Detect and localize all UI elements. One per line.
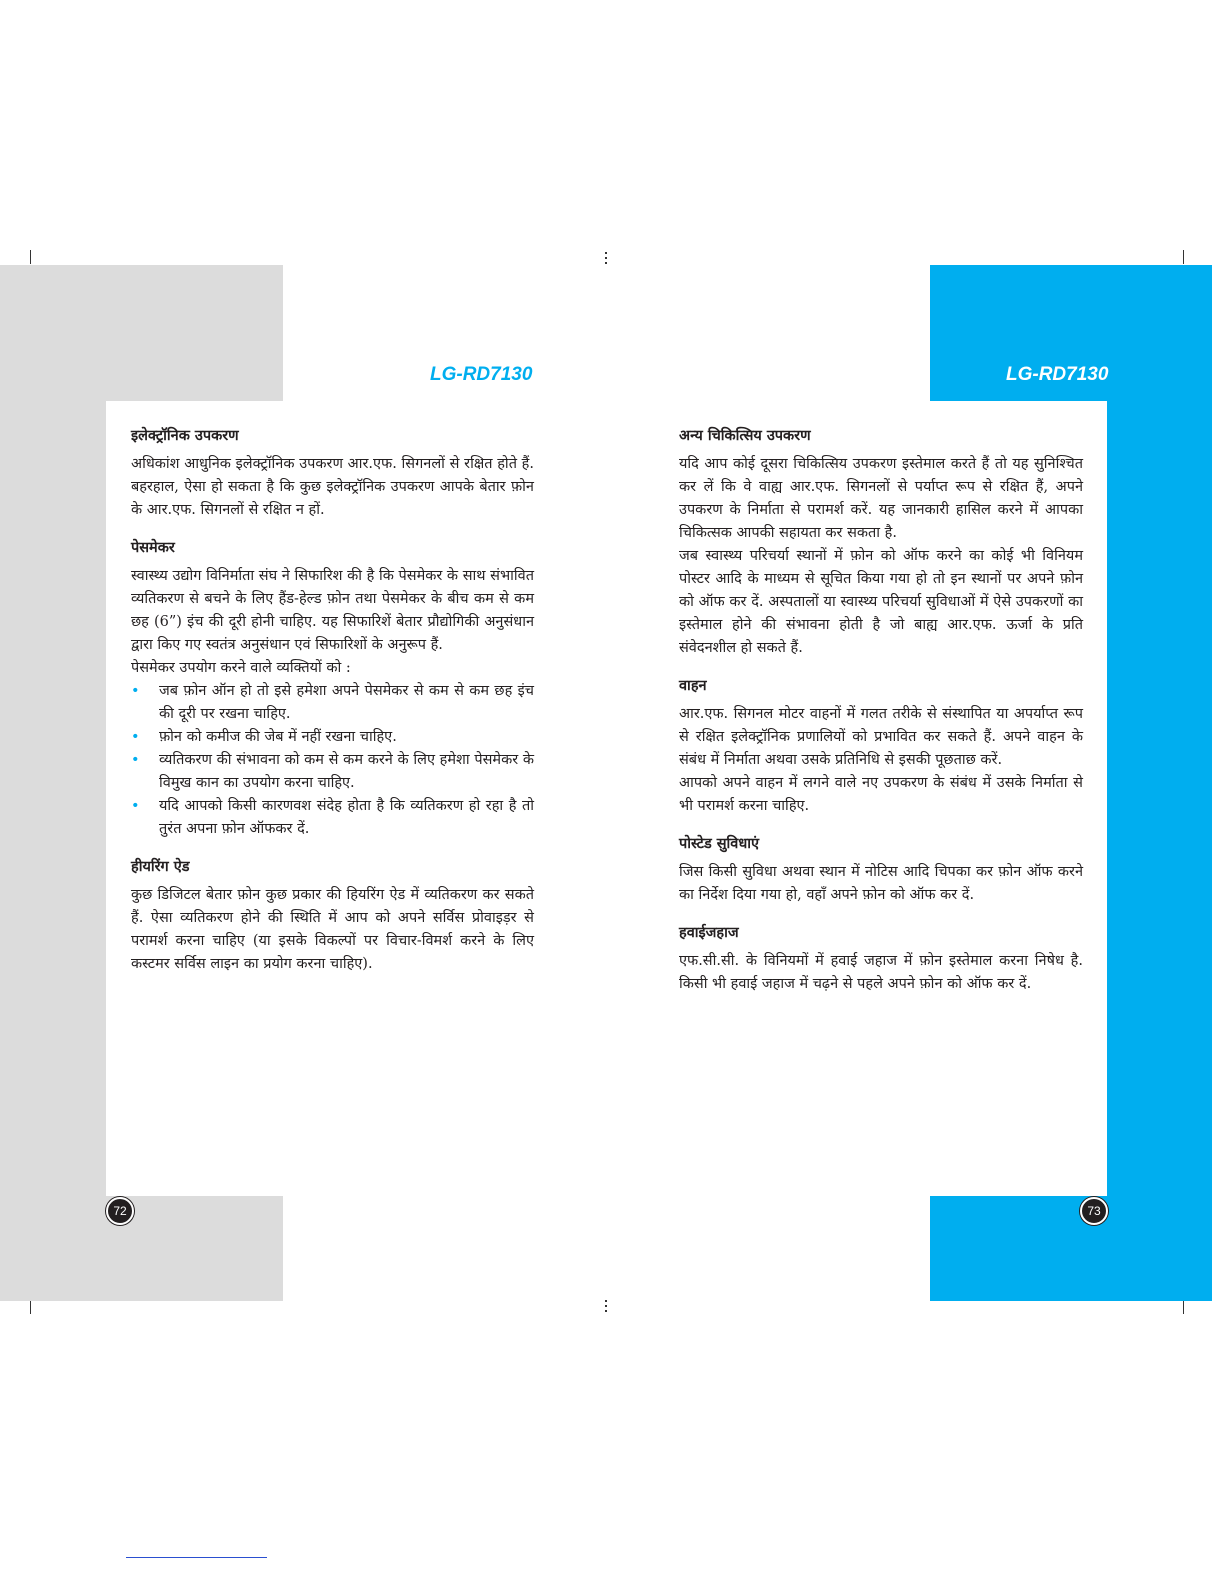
- bullet-icon: •: [131, 752, 140, 768]
- paragraph: अधिकांश आधुनिक इलेक्ट्रॉनिक उपकरण आर.एफ. सिगनलों से रक्षित होते हैं. बहरहाल, ऐसा हो सकता है कि कुछ इलेक्ट्रॉनिक उपकरण आपके बेतार फ़ोन के आर.एफ. सिगनलों से रक्षित न हों.: [131, 456, 534, 518]
- bullet-icon: •: [131, 729, 140, 745]
- section-heading: वाहन: [679, 677, 707, 694]
- list-item-text: जब फ़ोन ऑन हो तो इसे हमेशा अपने पेसमेकर से कम से कम छह इंच की दूरी पर रखना चाहिए.: [159, 683, 534, 722]
- section-aircraft: [679, 921, 1083, 996]
- paragraph: कुछ डिजिटल बेतार फ़ोन कुछ प्रकार की हियरिंग ऐड में व्यतिकरण कर सकते हैं. ऐसा व्यतिकरण होने की स्थिति में आप को अपने सर्विस प्रोवाइड़र से परामर्श करना चाहिए (या इसके विकल्पों पर विचार-विमर्श करने के लिए कस्टमर सर्विस लाइन का प्रयोग करना चाहिए).: [131, 887, 534, 972]
- crop-mark: [605, 252, 607, 266]
- list-item: [131, 749, 534, 795]
- crop-mark: [1183, 250, 1184, 264]
- right-page-model-label: LG-RD7130: [1006, 364, 1109, 385]
- right-page-content: [679, 424, 1083, 1010]
- paragraph: आर.एफ. सिगनल मोटर वाहनों में गलत तरीके से संस्थापित या अपर्याप्त रूप से रक्षित इलेक्ट्रॉनिक प्रणालियों को प्रभावित कर सकते हैं. अपने वाहन के संबंध में निर्माता अथवा उसके प्रतिनिधि से इसकी पूछताछ करें.: [679, 706, 1083, 768]
- right-page-side-bar: [1107, 265, 1212, 1301]
- list-item: [131, 795, 534, 841]
- crop-mark: [1183, 1300, 1184, 1314]
- bullet-icon: •: [131, 798, 140, 814]
- list-item-text: फ़ोन को कमीज की जेब में नहीं रखना चाहिए.: [159, 729, 397, 745]
- section-heading: पोस्टेड सुविधाएं: [679, 835, 760, 852]
- bullet-icon: •: [131, 683, 140, 699]
- section-pacemaker: [131, 536, 534, 841]
- section-heading: हीयरिंग ऐड: [131, 858, 190, 875]
- crop-mark: [30, 1300, 31, 1314]
- list-item-text: यदि आपको किसी कारणवश संदेह होता है कि व्यतिकरण हो रहा है तो तुरंत अपना फ़ोन ऑफकर दें.: [159, 798, 534, 837]
- paragraph: यदि आप कोई दूसरा चिकित्सिय उपकरण इस्तेमाल करते हैं तो यह सुनिश्चित कर लें कि वे वाह्य आर.एफ. सिगनलों से पर्याप्त रूप से रक्षित हैं, अपने उपकरण के निर्माता से परामर्श करें. यह जानकारी हासिल करने में आपका चिकित्सक आपकी सहायता कर सकता है.: [679, 456, 1083, 541]
- list-item: [131, 726, 534, 749]
- section-heading: अन्य चिकित्सिय उपकरण: [679, 427, 811, 444]
- paragraph: जब स्वास्थ्य परिचर्या स्थानों में फ़ोन को ऑफ करने का कोई भी विनियम पोस्टर आदि के माध्यम से सूचित किया गया हो तो इन स्थानों पर अपने फ़ोन को ऑफ कर दें. अस्पतालों या स्वास्थ्य परिचर्या सुविधाओं में ऐसे उपकरणों का इस्तेमाल होने की संभावना होती है जो बाह्य आर.एफ. ऊर्जा के प्रति संवेदनशील हो सकते हैं.: [679, 548, 1083, 656]
- left-page-number: 72: [106, 1197, 134, 1225]
- list-item-text: व्यतिकरण की संभावना को कम से कम करने के लिए हमेशा पेसमेकर के विमुख कान का उपयोग करना चाहिए.: [159, 752, 534, 791]
- left-page-model-label: LG-RD7130: [430, 364, 533, 385]
- paragraph: एफ.सी.सी. के विनियमों में हवाई जहाज में फ़ोन इस्तेमाल करना निषेध है. किसी भी हवाई जहाज में चढ़ने से पहले अपने फ़ोन को ऑफ कर दें.: [679, 953, 1083, 992]
- section-heading: पेसमेकर: [131, 539, 175, 556]
- section-heading: इलेक्ट्रॉनिक उपकरण: [131, 427, 239, 444]
- paragraph: स्वास्थ्य उद्योग विनिर्माता संघ ने सिफारिश की है कि पेसमेकर के साथ संभावित व्यतिकरण से बचने के लिए हैंड-हेल्ड फ़ोन तथा पेसमेकर के बीच कम से कम छह (6”) इंच की दूरी होनी चाहिए. यह सिफारिशें बेतार प्रौद्योगिकी अनुसंधान द्वारा किए गए स्वतंत्र अनुसंधान एवं सिफारिशों के अनुरूप हैं.: [131, 568, 534, 653]
- section-hearing-aid: [131, 855, 534, 976]
- section-electronic-devices: [131, 424, 534, 522]
- footer-rule: [126, 1557, 267, 1558]
- crop-mark: [30, 250, 31, 264]
- crop-mark: [605, 1300, 607, 1314]
- paragraph: जिस किसी सुविधा अथवा स्थान में नोटिस आदि चिपका कर फ़ोन ऑफ करने का निर्देश दिया गया हो, वहाँ अपने फ़ोन को ऑफ कर दें.: [679, 864, 1083, 903]
- section-vehicles: [679, 674, 1083, 818]
- section-posted-facilities: [679, 832, 1083, 907]
- paragraph: आपको अपने वाहन में लगने वाले नए उपकरण के संबंध में उसके निर्माता से भी परामर्श करना चाहिए.: [679, 775, 1083, 814]
- left-page-content: [131, 424, 534, 990]
- list-item: [131, 680, 534, 726]
- section-other-medical-devices: [679, 424, 1083, 660]
- right-page-number: 73: [1080, 1197, 1108, 1225]
- section-heading: हवाईजहाज: [679, 924, 739, 941]
- pacemaker-bullet-list: [131, 680, 534, 841]
- paragraph: पेसमेकर उपयोग करने वाले व्यक्तियों को :: [131, 660, 351, 676]
